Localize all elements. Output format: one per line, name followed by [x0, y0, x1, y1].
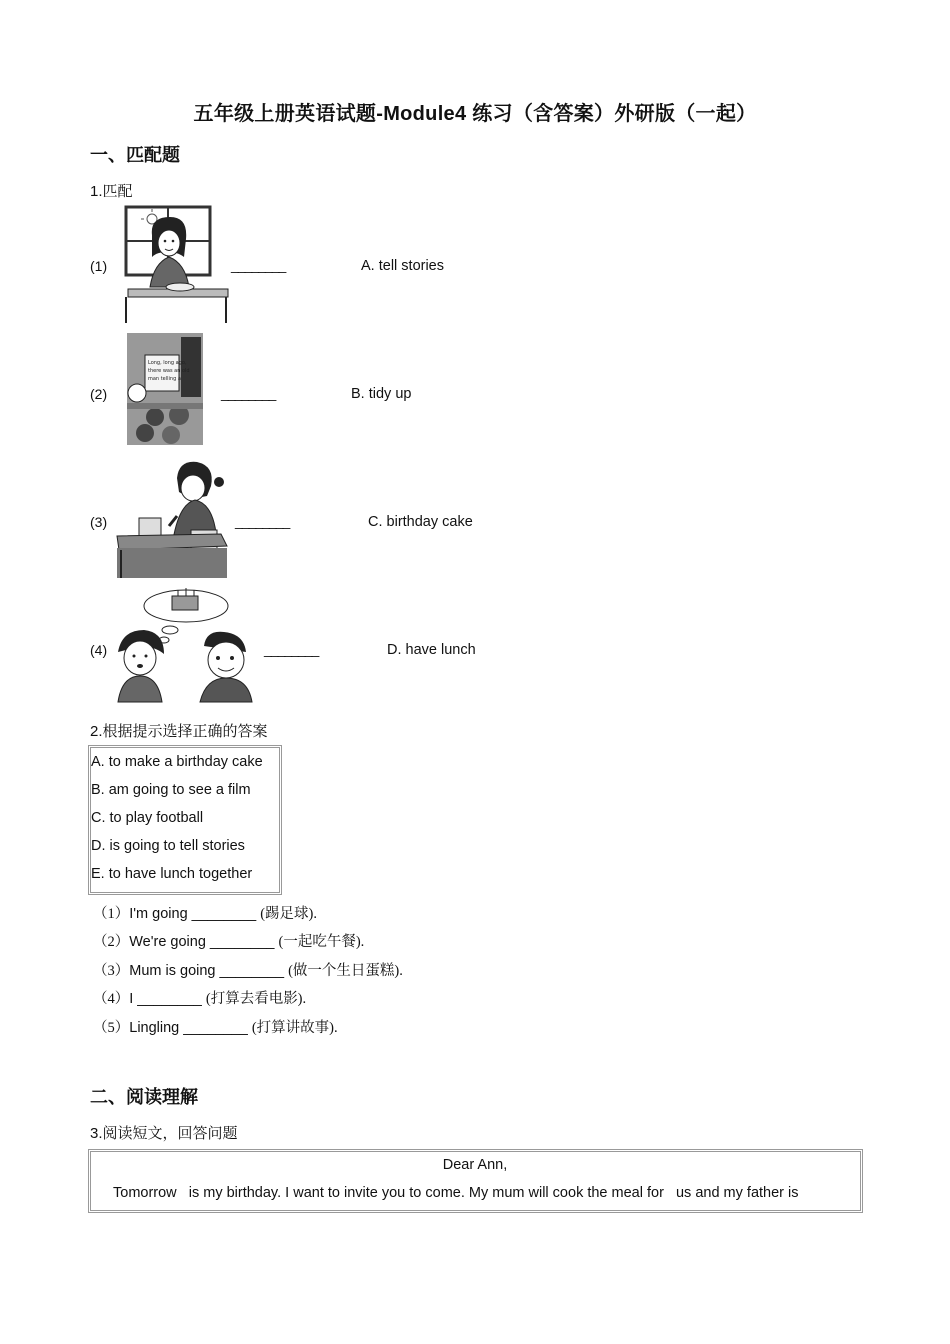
fill-hint: (踢足球).: [260, 906, 317, 922]
fill-hint: (一起吃午餐).: [278, 934, 365, 950]
fill-hint: (打算去看电影).: [205, 991, 307, 1007]
fill-sentence[interactable]: I'm going ________: [129, 906, 261, 922]
fill-sentence[interactable]: Mum is going ________: [129, 963, 289, 979]
fill-number: （5）: [93, 1020, 130, 1036]
fill-number: （2）: [93, 934, 130, 950]
page-title: 五年级上册英语试题-Module4 练习（含答案）外研版（一起）: [193, 103, 757, 125]
letter-text-line: Tomorrow is my birthday. I want to invite you to come. My mum will cook the meal for us and my father is: [113, 1185, 799, 1201]
fill-hint: (打算讲故事).: [251, 1020, 338, 1036]
fill-sentence[interactable]: I ________: [129, 991, 206, 1007]
match-option-c: C. birthday cake: [368, 514, 473, 530]
fill-sentence[interactable]: Lingling ________: [129, 1020, 252, 1036]
fill-item-3: [93, 959, 403, 980]
match-option-a: A. tell stories: [361, 258, 444, 274]
fill-sentence[interactable]: We're going ________: [129, 934, 279, 950]
choice-e: E. to have lunch together: [91, 866, 253, 882]
question-text: 根据提示选择正确的答案: [102, 724, 268, 740]
svg-text:man telling a: man telling a: [148, 376, 181, 382]
question-2-prompt: [90, 720, 268, 741]
choice-b: B. am going to see a film: [91, 782, 251, 798]
match-label-3: (3): [90, 514, 108, 530]
match-option-d: D. have lunch: [387, 642, 476, 658]
match-label-1: (1): [90, 258, 108, 274]
match-blank-2[interactable]: ________: [221, 385, 276, 401]
question-text: 阅读短文，回答问题: [102, 1126, 238, 1142]
section-heading-reading: 二、阅读理解: [90, 1087, 198, 1107]
match-blank-1[interactable]: ________: [231, 257, 286, 273]
fill-item-4: [93, 987, 306, 1008]
match-blank-4[interactable]: ________: [264, 641, 319, 657]
choice-d: D. is going to tell stories: [91, 838, 245, 854]
question-number: 3.: [90, 1125, 103, 1142]
fill-number: （3）: [93, 963, 130, 979]
children-thinking-cake-image: [108, 586, 268, 704]
svg-text:there was an old: there was an old: [148, 368, 190, 374]
question-1-prompt: [90, 180, 133, 201]
fill-item-2: [93, 930, 364, 951]
girl-tidying-desk-image: [115, 460, 230, 578]
fill-number: （1）: [93, 906, 130, 922]
question-3-prompt: [90, 1122, 238, 1143]
match-option-b: B. tidy up: [351, 386, 412, 402]
girl-having-lunch-image: [122, 205, 232, 325]
svg-text:Long, long ago,: Long, long ago,: [148, 360, 187, 366]
fill-number: （4）: [93, 991, 130, 1007]
question-number: 1.: [90, 183, 103, 200]
question-text: 匹配: [102, 184, 133, 200]
choice-a: A. to make a birthday cake: [91, 754, 263, 770]
fill-item-5: [93, 1016, 338, 1037]
letter-greeting: Dear Ann,: [442, 1157, 508, 1173]
fill-hint: (做一个生日蛋糕).: [288, 963, 403, 979]
fill-item-1: [93, 902, 317, 923]
choice-c: C. to play football: [91, 810, 204, 826]
match-label-4: (4): [90, 642, 108, 658]
section-heading-matching: 一、匹配题: [90, 145, 180, 165]
classroom-story-image: [127, 333, 203, 445]
question-number: 2.: [90, 723, 103, 740]
match-blank-3[interactable]: ________: [235, 513, 290, 529]
match-label-2: (2): [90, 386, 108, 402]
